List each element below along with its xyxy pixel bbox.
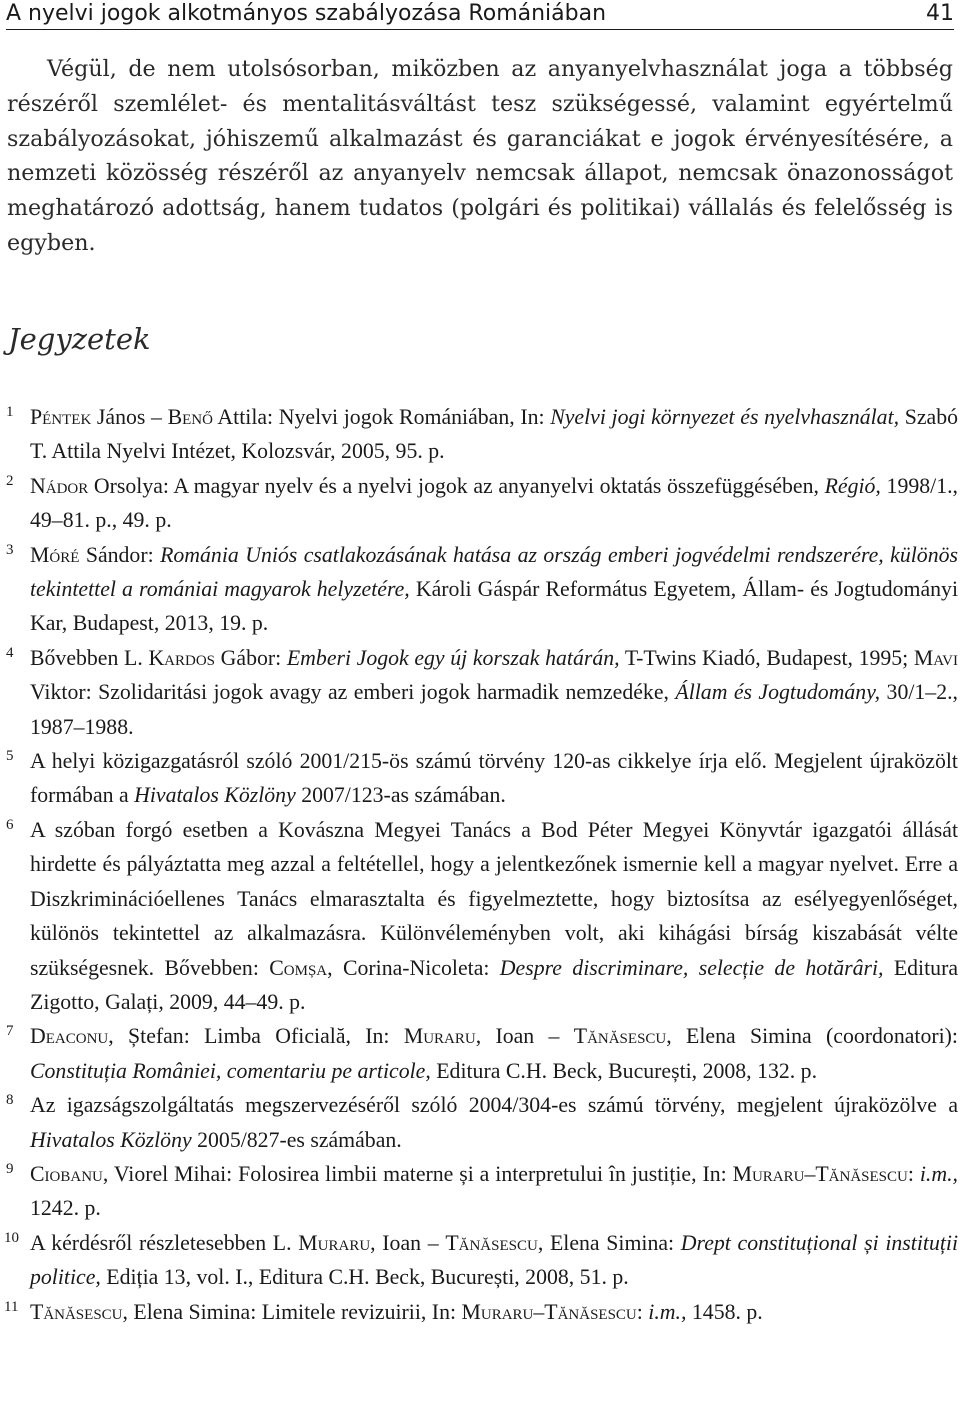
endnote-number: 8 [6, 1092, 14, 1109]
endnote-text: Constituția României, comentariu pe articole, [30, 1058, 431, 1083]
endnote-text: Despre discriminare, selecție de hotărâri, [499, 955, 884, 980]
notes-heading: Jegyzetek [8, 322, 151, 356]
endnote [0, 1088, 958, 1157]
body-paragraph [7, 52, 953, 261]
endnote [0, 1226, 958, 1295]
endnote-text: : [636, 1299, 649, 1324]
endnote-text: Állam és Jogtudomány, [675, 680, 881, 705]
endnote-text: Kardos [148, 645, 216, 670]
endnote [0, 744, 958, 813]
endnote [0, 469, 958, 538]
endnote-text: Muraru [298, 1230, 371, 1255]
endnote-text: 2005/827-es számában. [191, 1127, 402, 1152]
endnote-text: Móré [30, 542, 80, 567]
endnote-text: i.m., [919, 1161, 958, 1186]
endnote-number: 2 [6, 472, 14, 489]
endnote-number: 9 [6, 1160, 14, 1177]
endnote-text: Az igazságszolgáltatás megszervezéséről szóló 2004/304-es számú törvény, megjelent újraközölve a [30, 1093, 958, 1118]
endnote [0, 400, 958, 469]
endnote-text: Ediția 13, vol. I., Editura C.H. Beck, București, 2008, 51. p. [100, 1265, 629, 1290]
endnote-text: 1458. p. [686, 1299, 763, 1324]
endnote-text: Tănăsescu [445, 1230, 538, 1255]
endnote-text: 2007/123-as számában. [295, 783, 506, 808]
endnote-text: , Corina-Nicoleta: [327, 955, 500, 980]
endnote-text: Benő [167, 405, 213, 429]
endnote-text: , Viorel Mihai: Folosirea limbii materne și a interpretului în justiție, In: [102, 1161, 733, 1186]
endnote-text: Viktor: Szolidaritási jogok avagy az emberi jogok harmadik nemzedéke, [30, 680, 676, 705]
endnote-text: : [907, 1161, 920, 1186]
endnote-text: Nyelvi jogi környezet és nyelvhasználat, [550, 405, 900, 429]
running-header [6, 0, 954, 30]
endnote-text: Bővebben L. [30, 645, 149, 670]
endnote-text: Régió, [824, 473, 881, 498]
endnote-text: Attila: Nyelvi jogok Romániában, In: [212, 405, 551, 429]
endnote-text: Muraru–Tănăsescu [461, 1299, 637, 1324]
endnote-text: Ciobanu [30, 1161, 103, 1186]
endnote-text: Sándor: [79, 542, 161, 567]
endnote-text: A helyi közigazgatásról szóló 2001/215-ös számú törvény 120-as cikkelye írja elő. Megjelent újraközölt formában a [30, 749, 958, 808]
endnote-number: 3 [6, 541, 14, 558]
endnote-text: , Ioan – [475, 1024, 574, 1049]
endnotes-list [0, 400, 958, 1329]
endnote [0, 538, 958, 641]
endnote-text: Tănăsescu [573, 1024, 667, 1049]
endnote-text: Muraru–Tănăsescu [732, 1161, 908, 1186]
endnote-text: Péntek [30, 405, 92, 429]
endnote-number: 6 [6, 816, 14, 833]
endnote-number: 11 [4, 1298, 19, 1315]
endnote-text: i.m., [648, 1299, 687, 1324]
endnote-text: Editura C.H. Beck, București, 2008, 132. p. [430, 1058, 818, 1083]
endnote-text: Károli Gáspár Református Egyetem, Állam- és Jogtudományi Kar, Budapest, 2013, 19. p. [30, 577, 959, 636]
endnote-text: Tănăsescu [30, 1299, 123, 1324]
header-title: A nyelvi jogok alkotmányos szabályozása Romániában [6, 1, 607, 26]
endnote-text: , Elena Simina (coordonatori): [666, 1024, 958, 1049]
endnote-text: , Elena Simina: Limitele revizuirii, In: [122, 1299, 462, 1324]
endnote-text: A szóban forgó esetben a Kovászna Megyei Tanács a Bod Péter Megyei Könyvtár igazgatói állását hirdette és pályáztatta meg azzal a feltétellel, hogy a jelentkezőnek ismernie kell a magyar nyelvet. Erre a Diszkriminációellenes Tanács elmarasztalta és figyelmeztette, hogy biztosítsa az esélyegyenlőséget, különös tekintettel az alkalmazásra. Különvéleményben volt, aki kihágási bírság kiszabását vélte szükségesnek. Bővebben: [30, 817, 958, 980]
endnote-text: Nádor [30, 473, 89, 498]
endnote-text: 1242. p. [30, 1196, 101, 1221]
endnote-text: Szabó T. Attila Nyelvi Intézet, Kolozsvár, 2005, 95. p. [30, 405, 959, 464]
endnote [0, 1019, 958, 1088]
endnote-text: 30/1–2., 1987–1988. [30, 680, 958, 739]
endnote-number: 7 [6, 1023, 14, 1040]
endnote [0, 1157, 958, 1226]
body-paragraph-text: Végül, de nem utolsósorban, miközben az anyanyelvhasználat joga a többség részéről szemlélet- és mentalitásváltást tesz szükségessé, valamint egyértelmű szabályozásokat, jóhiszemű alkalmazást és garanciákat e jogok érvényesítésére, a nemzeti közösség részéről az anyanyelv nemcsak állapot, nemcsak önazonosságot meghatározó adottság, hanem tudatos (polgári és politikai) vállalás és felelősség is egyben. [7, 56, 953, 256]
endnote-text: Románia Uniós csatlakozásának hatása az ország emberi jogvédelmi rendszerére, különös tekintettel a romániai magyarok helyzetére, [30, 542, 958, 602]
endnote [0, 641, 958, 744]
endnote-text: Comșa [269, 955, 328, 980]
endnote-text: Orsolya: A magyar nyelv és a nyelvi jogok az anyanyelvi oktatás összefüggésében, [88, 473, 825, 498]
endnote-text: , Ioan – [370, 1230, 446, 1255]
endnote-number: 5 [6, 748, 14, 765]
endnote-text: Emberi Jogok egy új korszak határán, [286, 645, 620, 670]
endnote-text: Mavi [913, 645, 958, 670]
endnote-number: 10 [4, 1229, 19, 1246]
endnote [0, 1295, 958, 1329]
endnote-number: 1 [6, 404, 14, 420]
endnote-text: Hivatalos Közlöny [30, 1127, 192, 1152]
endnote-text: A kérdésről részletesebben L. [30, 1230, 299, 1255]
endnote-text: Muraru [403, 1024, 476, 1049]
endnote-text: 1998/1., 49–81. p., 49. p. [30, 473, 958, 533]
endnote-number: 4 [6, 644, 14, 661]
endnote-text: , Elena Simina: [537, 1230, 681, 1255]
page-number: 41 [926, 1, 954, 26]
endnote-text: , Ștefan: Limba Oficială, In: [108, 1024, 404, 1049]
endnote-text: Hivatalos Közlöny [134, 783, 296, 808]
endnote [0, 813, 958, 1019]
endnote-text: Editura Zigotto, Galați, 2009, 44–49. p. [30, 955, 959, 1014]
endnote-text: T-Twins Kiadó, Budapest, 1995; [619, 645, 914, 670]
endnote-text: János – [91, 405, 168, 429]
endnote-text: Gábor: [215, 645, 287, 670]
endnote-text: Drept constituțional și instituții politice, [30, 1230, 959, 1290]
endnote-text: Deaconu [30, 1024, 109, 1049]
